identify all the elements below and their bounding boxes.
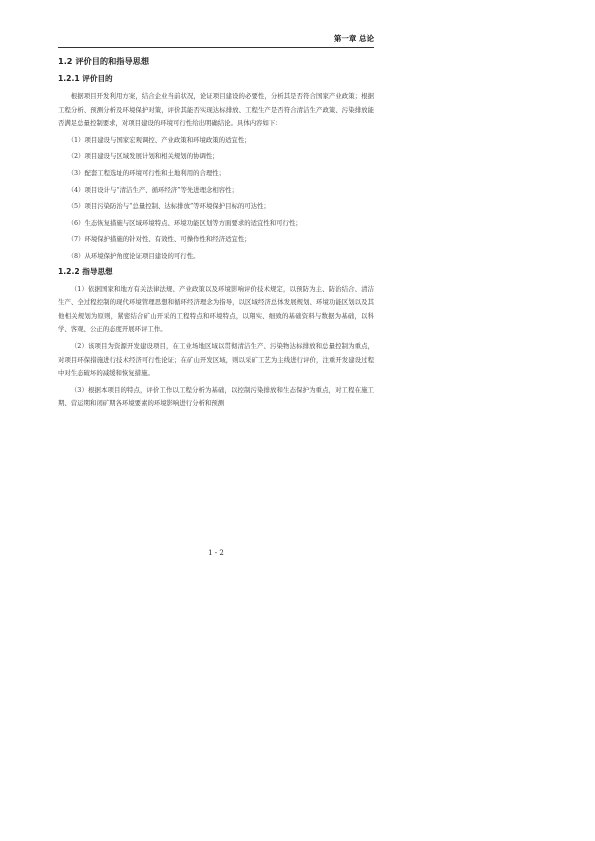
purpose-intro-paragraph: 根据项目开发利用方案，结合企业当前状况，论证项目建设的必要性，分析其是否符合国家产业政策；根据工程分析、预测分析及环境保护对策，评价其能否实现达标排放、工程生产是否符合清洁生产政策、污染排放能否满足总量控制要求，对项目建设的环境可行性给出明确结论。具体内容如下： bbox=[58, 92, 374, 128]
purpose-list-item: （3）配套工程选址的环境可行性和土地利用的合理性； bbox=[67, 168, 226, 177]
subsection-title-guiding-principles: 1.2.2 指导思想 bbox=[58, 266, 113, 276]
guiding-principle-paragraph: （2）该项目为资源开发建设项目，在工业场地区域以贯彻清洁生产、污染物达标排放和总量控制为重点，对项目环保措施进行技术经济可行性论证；在矿山开发区域，则以采矿工艺为主线进行评价，注重开发建设过程中对生态破坏的减缓和恢复措施。 bbox=[58, 341, 374, 378]
purpose-list-item: （8）从环境保护角度论证项目建设的可行性。 bbox=[67, 251, 200, 260]
purpose-list-item: （4）项目设计与“清洁生产、循环经济”等先进理念相容性； bbox=[67, 185, 238, 194]
page-content bbox=[58, 56, 374, 414]
guiding-principle-paragraph: （1）依据国家和地方有关法律法规、产业政策以及环境影响评价技术规定，以预防为主、防治结合、清洁生产、全过程控制的现代环境管理思想和循环经济理念为指导，以区域经济总体发展规划、环境功能区划以及其他相关规划为原则，紧密结合矿山开采的工程特点和环境特点，以翔实、细致的基础资料与数据为基础，以科学、客观、公正的态度开展环评工作。 bbox=[58, 284, 374, 334]
subsection-title-purpose: 1.2.1 评价目的 bbox=[58, 74, 113, 83]
page-number: 1 - 2 bbox=[208, 549, 224, 557]
section-title: 1.2 评价目的和指导思想 bbox=[58, 56, 150, 66]
running-header: 第一章 总论 bbox=[58, 33, 374, 48]
purpose-list-item: （6）生态恢复措施与区域环境特点、环境功能区划等方面要求的适宜性和可行性； bbox=[67, 218, 302, 227]
purpose-list-item: （5）项目污染防治与“总量控制、达标排放”等环境保护目标的可达性； bbox=[67, 202, 270, 211]
purpose-list-item: （2）项目建设与区域发展计划和相关规划的协调性； bbox=[67, 152, 219, 161]
guiding-principle-paragraph: （3）根据本项目的特点，评价工作以工程分析为基础，以控制污染排放和生态保护为重点，对工程在施工期、营运期和闭矿期各环境要素的环境影响进行分析和预测 bbox=[58, 385, 374, 408]
purpose-list-item: （7）环境保护措施的针对性、有效性、可操作性和经济适宜性； bbox=[67, 235, 251, 244]
purpose-list-item: （1）项目建设与国家宏观调控、产业政策和环境政策的适宜性； bbox=[67, 135, 251, 144]
